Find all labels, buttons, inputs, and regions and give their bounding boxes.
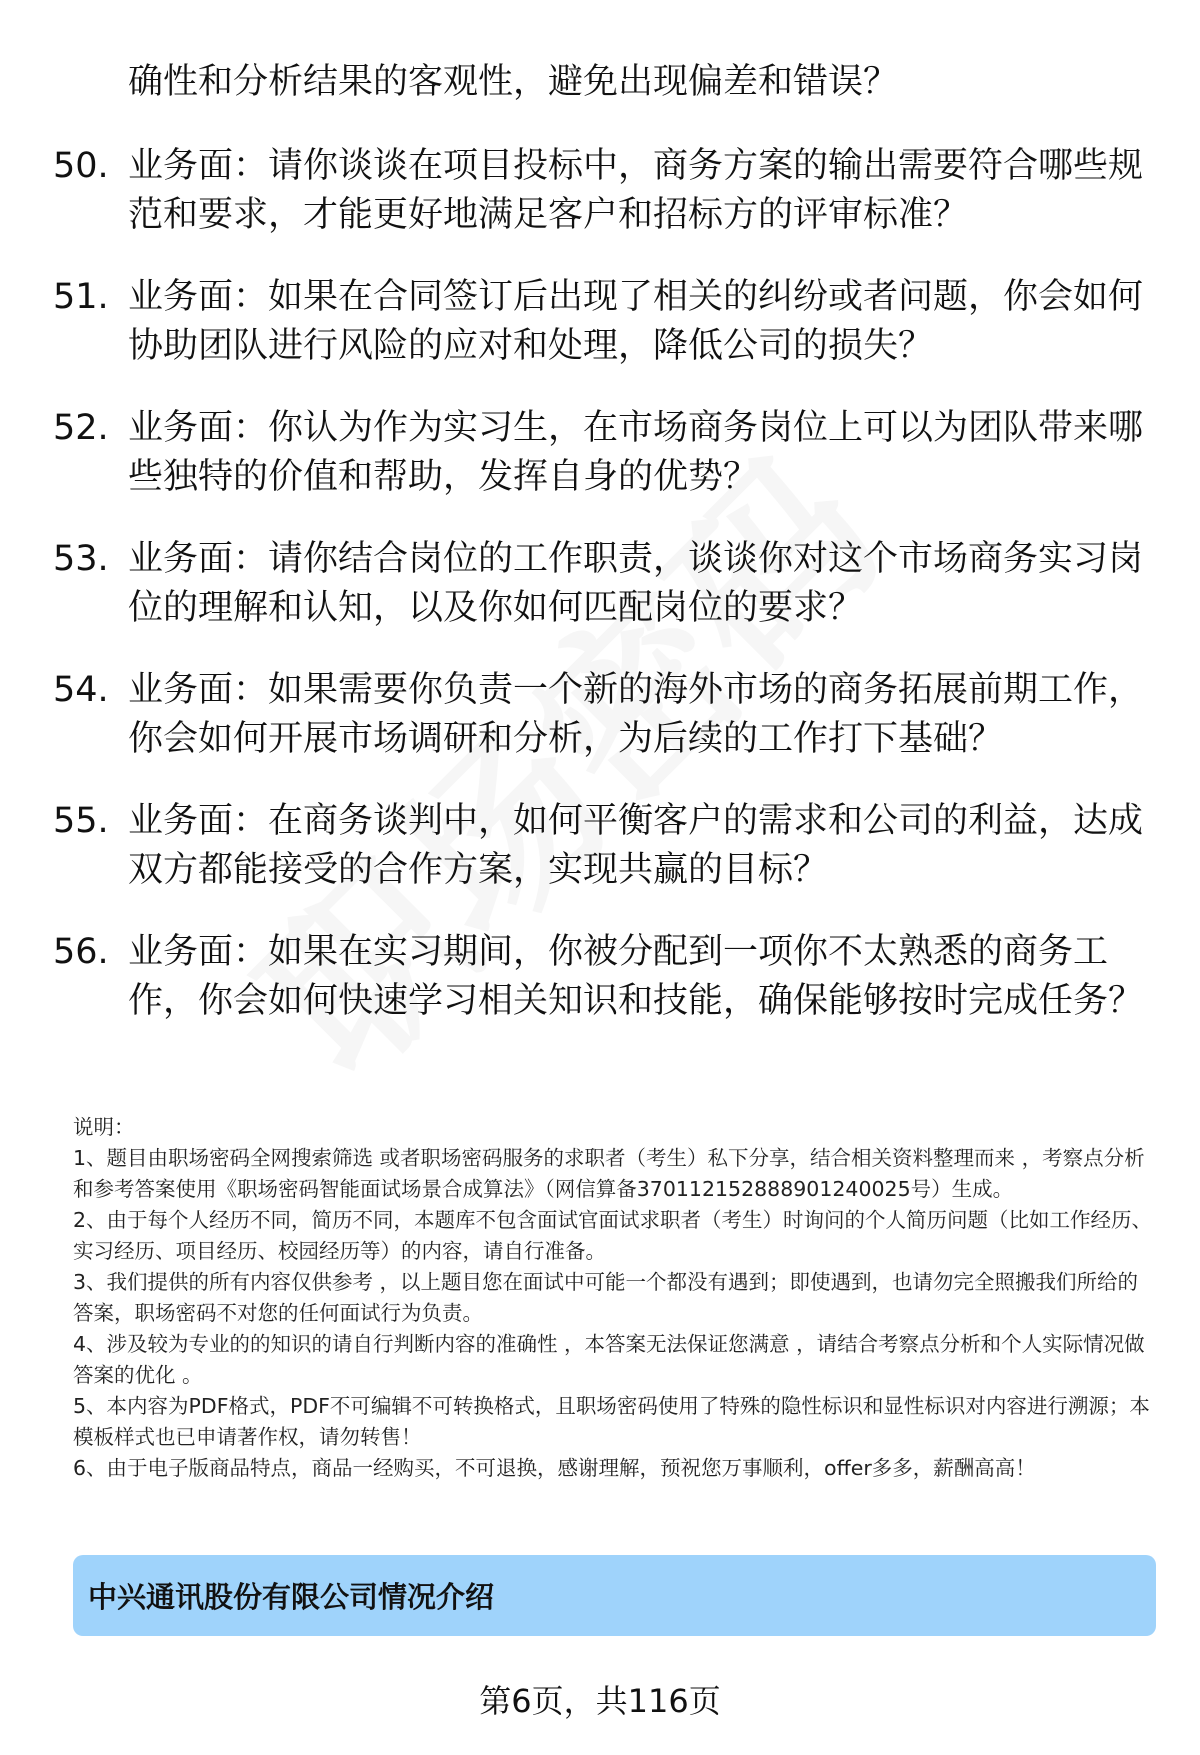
note-item: 5、本内容为PDF格式，PDF不可编辑不可转换格式，且职场密码使用了特殊的隐性标识和显性标识对内容进行溯源；本模板样式也已申请著作权，请勿转售！ (73, 1394, 1150, 1449)
section-title: 中兴通讯股份有限公司情况介绍 (88, 1580, 495, 1614)
question-item (53, 535, 1143, 633)
question-item (53, 273, 1143, 371)
notes-section (73, 1112, 1158, 1484)
note-item: 1、题目由职场密码全网搜索筛选 或者职场密码服务的求职者（考生）私下分享，结合相关资料整理而来 ，考察点分析和参考答案使用《职场密码智能面试场景合成算法》（网信算备370112152888901240025号）生成。 (73, 1146, 1145, 1201)
question-number: 54. (53, 670, 109, 710)
question-item (53, 404, 1143, 502)
question-text: 业务面：你认为作为实习生，在市场商务岗位上可以为团队带来哪些独特的价值和帮助，发挥自身的优势？ (128, 408, 1144, 497)
question-continuation: 确性和分析结果的客观性，避免出现偏差和错误？ (128, 62, 899, 102)
question-number: 56. (53, 932, 109, 972)
notes-title: 说明： (73, 1115, 135, 1139)
question-number: 52. (53, 408, 109, 448)
note-item: 3、我们提供的所有内容仅供参考 ，以上题目您在面试中可能一个都没有遇到；即使遇到，也请勿完全照搬我们所给的答案，职场密码不对您的任何面试行为负责。 (73, 1270, 1139, 1325)
question-number: 55. (53, 801, 109, 841)
note-item: 2、由于每个人经历不同，简历不同，本题库不包含面试官面试求职者（考生）时询问的个人简历问题（比如工作经历、实习经历、项目经历、校园经历等）的内容，请自行准备。 (73, 1208, 1153, 1263)
question-text: 业务面：如果需要你负责一个新的海外市场的商务拓展前期工作，你会如何开展市场调研和分析，为后续的工作打下基础？ (128, 670, 1144, 759)
question-item (53, 928, 1143, 1026)
question-text: 业务面：请你谈谈在项目投标中，商务方案的输出需要符合哪些规范和要求，才能更好地满足客户和招标方的评审标准？ (128, 146, 1144, 235)
question-text: 业务面：如果在合同签订后出现了相关的纠纷或者问题，你会如何协助团队进行风险的应对和处理，降低公司的损失？ (128, 277, 1144, 366)
question-text: 业务面：请你结合岗位的工作职责，谈谈你对这个市场商务实习岗位的理解和认知，以及你如何匹配岗位的要求？ (128, 539, 1144, 628)
question-text: 业务面：如果在实习期间，你被分配到一项你不太熟悉的商务工作，你会如何快速学习相关知识和技能，确保能够按时完成任务？ (128, 932, 1144, 1021)
question-item (53, 666, 1143, 764)
page-number: 第6页，共116页 (479, 1682, 721, 1720)
section-banner (73, 1555, 1156, 1636)
note-item: 6、由于电子版商品特点，商品一经购买，不可退换，感谢理解，预祝您万事顺利，offer多多，薪酬高高！ (73, 1456, 1036, 1480)
question-text: 业务面：在商务谈判中，如何平衡客户的需求和公司的利益，达成双方都能接受的合作方案，实现共赢的目标？ (128, 801, 1144, 890)
question-list (53, 58, 1143, 1026)
question-number: 51. (53, 277, 109, 317)
question-item (53, 797, 1143, 895)
question-item (53, 142, 1143, 240)
question-number: 53. (53, 539, 109, 579)
note-item: 4、涉及较为专业的的知识的请自行判断内容的准确性 ，本答案无法保证您满意 ，请结合考察点分析和个人实际情况做答案的优化 。 (73, 1332, 1145, 1387)
question-number: 50. (53, 146, 109, 186)
